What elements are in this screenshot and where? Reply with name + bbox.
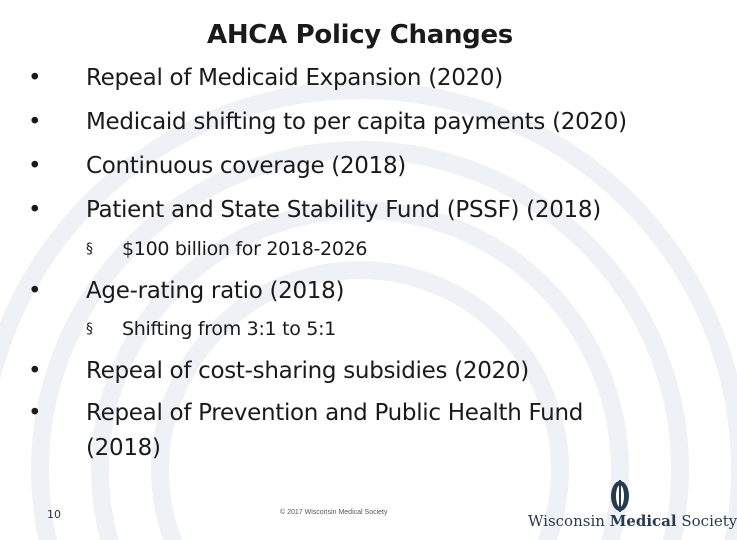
copyright-text: © 2017 Wisconsin Medical Society	[280, 509, 388, 516]
logo-word: Wisconsin	[528, 512, 605, 530]
bullet-glyph: •	[28, 153, 42, 179]
bullet-glyph: •	[28, 109, 42, 135]
logo-word: Society	[681, 512, 737, 530]
logo-word: Medical	[609, 512, 677, 530]
sub-bullet-glyph: §	[86, 241, 93, 257]
bullet-text: Medicaid shifting to per capita payments (2020)	[86, 109, 627, 135]
sub-bullet-text: $100 billion for 2018-2026	[122, 238, 368, 260]
bullet-text: Repeal of cost-sharing subsidies (2020)	[86, 358, 529, 384]
bullet-glyph: •	[28, 65, 42, 91]
sub-bullet-glyph: §	[86, 321, 93, 337]
bullet-text: Patient and State Stability Fund (PSSF) (2018)	[86, 197, 601, 223]
bullet-text-continuation: (2018)	[86, 435, 161, 461]
bullet-text: Repeal of Prevention and Public Health Fund	[86, 400, 584, 426]
society-logo	[528, 478, 737, 534]
staff-emblem-icon	[528, 478, 712, 514]
bullet-text: Age-rating ratio (2018)	[86, 278, 345, 304]
bullet-text: Continuous coverage (2018)	[86, 153, 406, 179]
page-number: 10	[47, 508, 61, 521]
slide-title: AHCA Policy Changes	[207, 20, 513, 50]
bullet-glyph: •	[28, 197, 42, 223]
sub-bullet-text: Shifting from 3:1 to 5:1	[122, 318, 336, 340]
bullet-glyph: •	[28, 400, 42, 426]
bullet-glyph: •	[28, 358, 42, 384]
bullet-glyph: •	[28, 278, 42, 304]
bullet-text: Repeal of Medicaid Expansion (2020)	[86, 65, 503, 91]
logo-wordmark	[528, 512, 737, 530]
